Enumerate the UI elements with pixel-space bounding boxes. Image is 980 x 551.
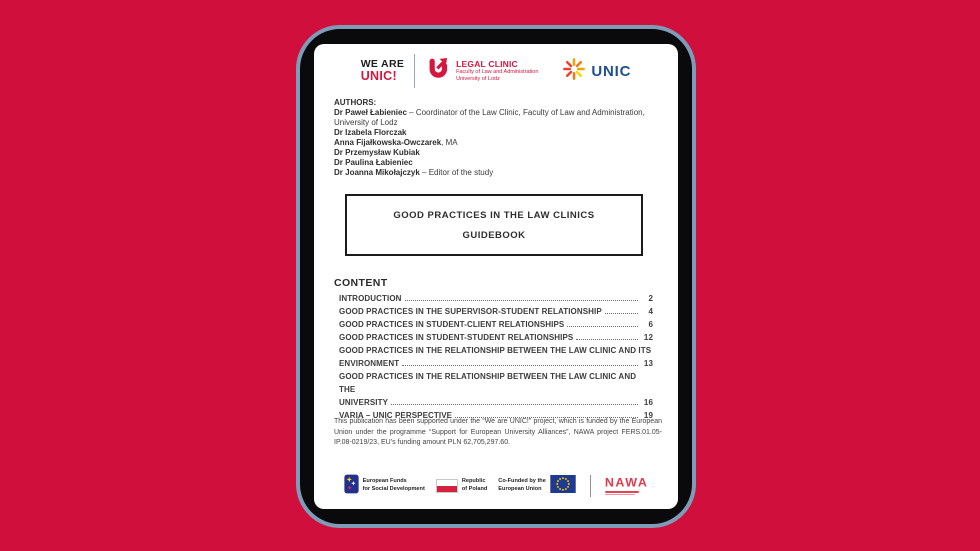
- unic-logo: [562, 57, 631, 86]
- nawa-subtext-bars: [605, 491, 639, 495]
- author-line: Dr Paweł Łabieniec – Coordinator of the Law Clinic, Faculty of Law and Administration, University of Lodz: [334, 108, 645, 127]
- toc-entry-line1: GOOD PRACTICES IN THE RELATIONSHIP BETWEEN THE LAW CLINIC AND THE: [339, 372, 637, 394]
- author-line: Dr Przemysław Kubiak: [334, 148, 420, 157]
- eu-flag-icon: [550, 475, 576, 498]
- toc-page-number: 19: [643, 411, 653, 420]
- toc-entry: ENVIRONMENT 13: [339, 359, 653, 368]
- title-box: [345, 194, 643, 256]
- authors-list: [334, 108, 662, 178]
- document-page: [314, 44, 678, 509]
- we-are-unic-logo: [361, 59, 404, 82]
- title-line1: GOOD PRACTICES IN THE LAW CLINICS: [393, 209, 595, 221]
- table-of-contents: [339, 292, 653, 422]
- toc-entry: UNIVERSITY 16: [339, 398, 653, 407]
- footer-logos-divider: [590, 475, 591, 497]
- toc-page-number: 2: [648, 294, 653, 303]
- toc-page-number: 16: [643, 398, 653, 407]
- legal-clinic-text: [456, 59, 538, 83]
- poland-label: [462, 478, 487, 493]
- legal-clinic-sub2: University of Lodz: [456, 76, 500, 83]
- header-logo-row: [314, 50, 678, 92]
- eu-label-line1: Co-Funded by the: [498, 478, 546, 485]
- efs-logo: [344, 474, 425, 499]
- toc-entry: INTRODUCTION 2: [339, 294, 653, 303]
- toc-entry: GOOD PRACTICES IN THE SUPERVISOR-STUDENT RELATIONSHIP 4: [339, 307, 653, 316]
- nawa-logo: [605, 477, 649, 496]
- efs-label-line2: for Social Development: [362, 486, 425, 492]
- author-line: Dr Joanna Mikołajczyk – Editor of the study: [334, 168, 494, 177]
- legal-clinic-sub1: Faculty of Law and Administration: [456, 69, 539, 76]
- we-are-text: WE ARE: [360, 58, 405, 71]
- authors-block: [334, 98, 662, 178]
- content-heading: CONTENT: [334, 277, 388, 289]
- toc-entry: GOOD PRACTICES IN STUDENT-CLIENT RELATIONSHIPS 6: [339, 320, 653, 329]
- toc-entry: GOOD PRACTICES IN STUDENT-STUDENT RELATIONSHIPS 12: [339, 333, 653, 342]
- authors-heading: AUTHORS:: [334, 98, 377, 107]
- footer-logo-row: [326, 469, 666, 503]
- author-line: Dr Izabela Florczak: [334, 128, 407, 137]
- poland-label-line1: Republic: [461, 478, 486, 485]
- eu-label: [498, 478, 546, 493]
- toc-page-number: 4: [648, 307, 653, 316]
- author-line: Anna Fijałkowska-Owczarek, MA: [334, 138, 458, 147]
- nawa-wordmark: NAWA: [604, 476, 649, 490]
- title-line2: GUIDEBOOK: [462, 229, 526, 241]
- unic-wordmark: UNIC: [591, 62, 632, 80]
- toc-page-number: 6: [648, 320, 653, 329]
- tablet-device-frame: [296, 25, 696, 528]
- tablet-screen: [314, 44, 678, 509]
- toc-page-number: 13: [643, 359, 653, 368]
- legal-clinic-title: LEGAL CLINIC: [456, 58, 518, 69]
- toc-page-number: 12: [643, 333, 653, 342]
- eu-logo: [498, 475, 576, 498]
- poland-logo: [436, 478, 487, 493]
- eu-label-line2: European Union: [498, 486, 542, 492]
- unic-starburst-icon: [562, 57, 586, 86]
- author-line: Dr Paulina Łabieniec: [334, 158, 413, 167]
- legal-clinic-u-arrow-icon: [425, 56, 451, 87]
- efs-label: [363, 478, 425, 493]
- unic-excl-text: UNIC!: [360, 68, 397, 83]
- poland-label-line2: of Poland: [461, 486, 488, 492]
- efs-label-line1: European Funds: [362, 478, 407, 485]
- toc-entry: VARIA – UNIC PERSPECTIVE 19: [339, 411, 653, 420]
- funding-note: This publication has been supported under the “We are UNIC!” project, which is funded by the European Union under the programme “Support for European University Alliances”, NAWA project FERS.01.05-IP.08-0219/23, EU’s funding amount PLN 62,705,297.60.: [334, 418, 662, 446]
- header-divider: [414, 54, 415, 88]
- european-funds-flag-icon: [344, 474, 359, 499]
- legal-clinic-logo: [425, 56, 538, 87]
- toc-entry-line1: GOOD PRACTICES IN THE RELATIONSHIP BETWEEN THE LAW CLINIC AND ITS: [339, 346, 652, 355]
- poland-flag-icon: [436, 479, 458, 493]
